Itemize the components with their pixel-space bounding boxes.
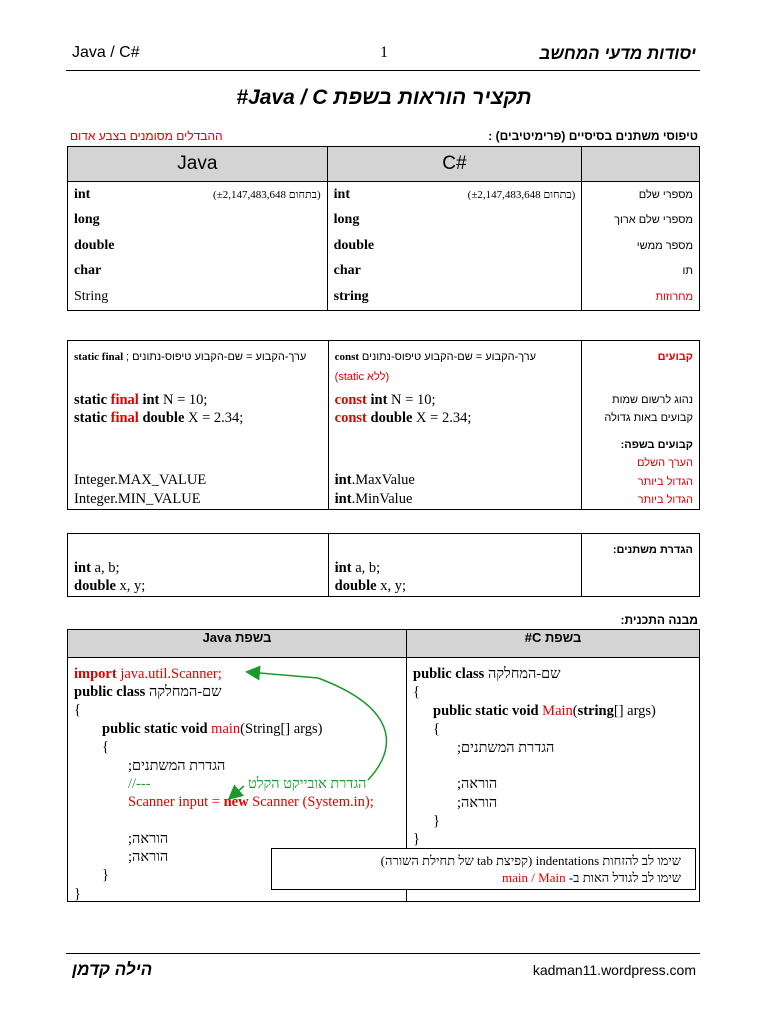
header-left-title: Java / C#: [72, 44, 140, 61]
footer-site-link[interactable]: kadman11.wordpress.com: [532, 962, 696, 978]
java-column-header: Java: [68, 147, 328, 182]
java-close-brace: }: [74, 886, 81, 902]
cs-stmt-1: הוראה;: [457, 776, 498, 792]
java-comment-line: //---: [128, 776, 151, 792]
java-import-line: import java.util.Scanner;: [74, 666, 222, 682]
cs-close-brace: }: [413, 831, 420, 847]
constants-table: [67, 340, 700, 510]
builtin-note-2: הגדול ביותר: [637, 476, 693, 488]
java-open-brace: {: [74, 702, 81, 718]
cs-structure-header: בשפת C#: [407, 630, 700, 658]
cs-int-min: int.MinValue: [334, 491, 413, 507]
java-var-line-1: int a, b;: [74, 560, 120, 576]
description-column-header: [582, 147, 700, 182]
java-class-line: public class שם-המחלקה: [74, 684, 222, 700]
arrow-to-import-icon: [248, 672, 386, 780]
constants-description-cell: [582, 341, 700, 510]
java-main-line: public static void main(String[] args): [102, 721, 323, 737]
type-description: מספרי שלם: [582, 182, 700, 208]
primitives-caption: טיפוסי משתנים בסיסיים (פרימיטיבים) :: [488, 129, 698, 143]
cs-type: long: [327, 208, 582, 234]
naming-note-1: נהוג לרשום שמות: [612, 394, 693, 406]
table-row: [68, 208, 700, 234]
table-row: [68, 233, 700, 259]
type-description: תו: [582, 259, 700, 285]
cs-main-open-brace: {: [433, 721, 440, 737]
cs-const-example-2: const double X = 2.34;: [334, 410, 472, 426]
cs-var-line-1: int a, b;: [334, 560, 381, 576]
header-divider: [66, 70, 700, 71]
cs-type: double: [327, 233, 582, 259]
variables-label: הגדרת משתנים:: [612, 544, 693, 556]
type-description: מספרי שלם ארוך: [582, 208, 700, 234]
cs-main-line: public static void Main(string[] args): [433, 703, 656, 719]
indentation-note-line-1: שימו לב להזחות indentations (קפיצת tab של תחילת השורה): [380, 853, 681, 868]
cs-open-brace: {: [413, 684, 420, 700]
java-const-keyword: static final: [74, 351, 124, 363]
type-description: מספר ממשי: [582, 233, 700, 259]
java-int-max: Integer.MAX_VALUE: [74, 472, 207, 488]
page-number: 1: [380, 44, 388, 61]
cs-int-max: int.MaxValue: [334, 472, 415, 488]
cs-const-keyword: const: [334, 351, 360, 363]
java-const-example-1: static final int N = 10;: [74, 392, 208, 408]
header-course-title: יסודות מדעי המחשב: [539, 44, 696, 63]
java-type: char: [68, 259, 328, 285]
cs-const-example-1: const int N = 10;: [334, 392, 436, 408]
java-type: long: [68, 208, 328, 234]
java-vars-line: הגדרת המשתנים;: [128, 758, 226, 774]
primitives-table: [67, 146, 700, 311]
differences-note: ההבדלים מסומנים בצבע אדום: [70, 129, 223, 143]
cs-variables-cell: [328, 534, 582, 597]
footer-divider: [66, 953, 700, 954]
cs-vars-line: הגדרת המשתנים;: [457, 740, 555, 756]
cs-no-static-note: (ללא static): [334, 371, 390, 383]
java-const-example-2: static final double X = 2.34;: [74, 410, 244, 426]
cs-type: string: [327, 284, 582, 310]
builtin-note-1: הערך השלם: [637, 457, 693, 469]
cs-constants-cell: [328, 341, 582, 510]
cs-main-close-brace: }: [433, 813, 440, 829]
java-structure-header: בשפת Java: [68, 630, 407, 658]
scanner-annotation: הגדרת אובייקט הקלט: [248, 776, 367, 792]
int-range: (בתחום ±2,147,483,648): [467, 188, 576, 201]
cs-column-header: C#: [327, 147, 582, 182]
cs-type: int: [333, 186, 350, 202]
cs-class-line: public class שם-המחלקה: [413, 666, 561, 682]
structure-caption: מבנה התכנית:: [620, 613, 698, 627]
cs-const-syntax: ערך-הקבוע = שם-הקבוע טיפוס-נתונים: [361, 351, 537, 363]
type-description: מחרוזות: [582, 284, 700, 310]
indentation-note-box: [271, 848, 696, 890]
primitives-table-header: [68, 147, 700, 182]
java-stmt-2: הוראה;: [128, 849, 169, 865]
java-type: String: [68, 284, 328, 310]
table-row: [68, 284, 700, 310]
table-row: [68, 259, 700, 285]
java-var-line-2: double x, y;: [74, 578, 146, 594]
java-variables-cell: [68, 534, 329, 597]
java-stmt-1: הוראה;: [128, 831, 169, 847]
table-row: [68, 182, 700, 208]
indentation-note-line-2: שימו לב לגודל האות ב- main / Main: [502, 870, 681, 885]
int-range: (בתחום ±2,147,483,648): [213, 188, 321, 201]
cs-var-line-2: double x, y;: [334, 578, 406, 594]
variables-description-cell: [582, 534, 700, 597]
java-main-close-brace: }: [102, 867, 109, 883]
java-scanner-line: Scanner input = new Scanner (System.in);: [128, 794, 374, 810]
cs-stmt-2: הוראה;: [457, 795, 498, 811]
builtin-constants-label: קבועים בשפה:: [620, 439, 693, 451]
naming-note-2: קבועים באות גדולה: [604, 412, 693, 424]
java-int-min: Integer.MIN_VALUE: [74, 491, 201, 507]
builtin-note-3: הגדול ביותר: [637, 494, 693, 506]
java-main-open-brace: {: [102, 739, 109, 755]
footer-author: הילה קדמן: [72, 960, 153, 979]
java-type: double: [68, 233, 328, 259]
java-type: int: [74, 186, 91, 202]
variables-table: [67, 533, 700, 597]
constants-label: קבועים: [657, 351, 693, 363]
cs-type: char: [327, 259, 582, 285]
page-title: תקציר הוראות בשפת Java / C#: [236, 86, 532, 109]
java-constants-cell: [68, 341, 329, 510]
arrow-to-scanner-icon: [230, 786, 244, 798]
java-const-syntax: ערך-הקבוע = שם-הקבוע טיפוס-נתונים ;: [125, 351, 307, 363]
